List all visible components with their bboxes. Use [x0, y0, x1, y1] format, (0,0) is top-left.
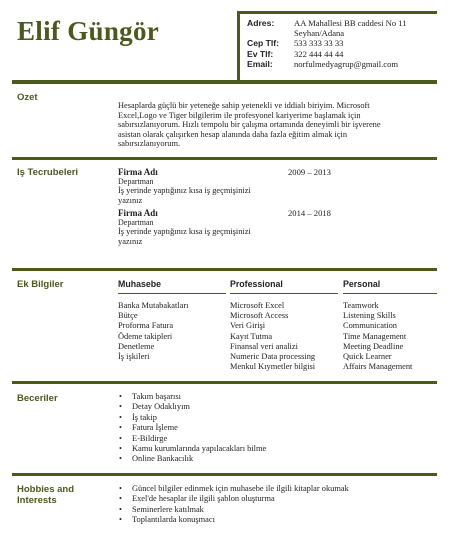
- contact-label: [247, 28, 294, 38]
- list-item: Proforma Fatura: [118, 321, 174, 331]
- header-vertical-rule: [237, 11, 240, 81]
- list-item: Teamwork: [343, 301, 379, 310]
- list-item: • Toplantılarda konuşmacı: [118, 515, 448, 525]
- list-item: Affairs Management: [343, 362, 413, 372]
- list-item: Banka Mutabakatları: [118, 301, 189, 310]
- list-item: Menkul Kıymetler bilgisi: [230, 362, 316, 372]
- list-item: • İş takip: [118, 413, 418, 423]
- list-item: İş işkileri: [118, 352, 150, 362]
- list-item: Finansal veri analizi: [230, 341, 298, 351]
- header-top-rule: [237, 11, 437, 14]
- list-item: • Takım başarısı: [118, 392, 418, 402]
- section-rule: [12, 381, 437, 384]
- section-title-line: Interests: [17, 495, 57, 506]
- list-item: Meeting Deadline: [343, 341, 404, 351]
- contact-value: AA Mahallesi BB caddesi No 11: [294, 18, 407, 28]
- contact-label: Ev Tlf:: [247, 48, 274, 59]
- section-title-skills: Beceriler: [17, 393, 58, 404]
- contact-address-row: [247, 18, 407, 28]
- extra-column-personal: [343, 279, 441, 372]
- list-item: Microsoft Access: [230, 311, 289, 321]
- section-rule: [12, 473, 437, 476]
- resume-name: Elif Güngör: [17, 16, 160, 46]
- list-item: • Kamu kurumlarında yapılacakları bilme: [118, 444, 418, 454]
- contact-label: Adres:: [247, 18, 275, 28]
- column-underline: [118, 293, 226, 294]
- section-title-summary: Ozet: [17, 92, 38, 103]
- list-item: Bütçe: [118, 311, 138, 321]
- job-company: Firma Adı: [118, 167, 158, 177]
- job-department: Departman: [118, 218, 154, 227]
- list-item: • Seminerlere katılmak: [118, 505, 448, 515]
- list-item: Microsoft Excel: [230, 301, 285, 310]
- list-item: • Detay Odaklıyım: [118, 402, 418, 412]
- contact-label: Cep Tlf:: [247, 38, 279, 49]
- list-item: Time Management: [343, 331, 407, 341]
- extra-column-list: [118, 301, 228, 362]
- contact-value: Seyhan/Adana: [294, 28, 345, 39]
- extra-column-list: [343, 301, 441, 372]
- list-item: Ödeme takipleri: [118, 331, 173, 341]
- contact-block: [247, 18, 407, 69]
- extra-column-heading: Muhasebe: [118, 279, 162, 289]
- list-item: Numeric Data processing: [230, 352, 316, 362]
- column-underline: [230, 293, 338, 294]
- summary-line: sabırsızlanıyorum. Hızlı tempolu bir çalışma ortamında deneyimli bir işverene: [118, 120, 381, 130]
- list-item: Denetleme: [118, 341, 155, 351]
- hobbies-list: [118, 484, 448, 526]
- contact-value: 533 333 33 33: [294, 38, 344, 49]
- header-bottom-rule: [12, 80, 437, 84]
- contact-value: norfulmedyagrup@gmail.com: [294, 58, 399, 69]
- section-title-hobbies: [17, 484, 74, 506]
- job-company: Firma Adı: [118, 208, 158, 218]
- list-item: Communication: [343, 321, 397, 331]
- job-dates: 2009 – 2013: [288, 167, 331, 177]
- list-item: Kayıt Tutma: [230, 331, 273, 341]
- extra-column-heading: Professional: [230, 279, 283, 289]
- summary-text: [118, 101, 418, 149]
- section-title-experience: Iş Tecrubeleri: [17, 167, 79, 178]
- job-entry: [118, 208, 288, 246]
- list-item: Veri Girişi: [230, 321, 266, 331]
- list-item: • Fatura İşleme: [118, 423, 418, 433]
- extra-column-accounting: [118, 279, 228, 362]
- section-title-extra: Ek Bilgiler: [17, 279, 64, 290]
- job-dates: 2014 – 2018: [288, 208, 331, 218]
- contact-mobile-row: [247, 38, 407, 48]
- list-item: • Güncel bilgiler edinmek için muhasebe ile ilgili kitaplar okumak: [118, 484, 448, 494]
- list-item: • Online Bankacılık: [118, 454, 418, 464]
- skills-list: [118, 392, 418, 465]
- summary-line: asistan olarak çalışırken hesap alanında daha fazla eğitim almak için: [118, 129, 348, 139]
- job-entry: [118, 167, 288, 205]
- contact-value: 322 444 44 44: [294, 48, 344, 59]
- list-item: • Exel'de hesaplar ile ilgili şablon oluşturma: [118, 494, 448, 504]
- contact-home-phone-row: [247, 49, 407, 59]
- list-item: Quick Learner: [343, 352, 392, 362]
- list-item: • E-Bildirge: [118, 434, 418, 444]
- job-description: yazınız: [118, 195, 143, 205]
- summary-line: Hesaplarda güçlü bir yeteneğe sahip yetenekli ve iddialı biriyim. Microsoft: [118, 101, 370, 110]
- section-rule: [12, 268, 437, 271]
- contact-label: Email:: [247, 58, 273, 69]
- job-description: İş yerinde yaptığınız kısa iş geçmişinizi: [118, 186, 251, 195]
- column-underline: [343, 293, 437, 294]
- extra-column-list: [230, 301, 340, 372]
- summary-line: Excel,Logo ve Tiger bilgilerim ile profesyonel kariyerime başlamak için: [118, 110, 361, 120]
- job-description: İş yerinde yaptığınız kısa iş geçmişinizi: [118, 227, 251, 236]
- extra-column-heading: Personal: [343, 279, 381, 289]
- contact-address-row-2: [247, 28, 407, 38]
- job-description: yazınız: [118, 236, 143, 246]
- section-rule: [12, 157, 437, 160]
- extra-column-professional: [230, 279, 340, 372]
- section-title-line: Hobbies and: [17, 484, 75, 495]
- job-department: Departman: [118, 177, 154, 186]
- summary-line: sabırsızlanıyorum.: [118, 139, 181, 149]
- contact-email-row: [247, 59, 407, 69]
- list-item: Listening Skills: [343, 311, 396, 321]
